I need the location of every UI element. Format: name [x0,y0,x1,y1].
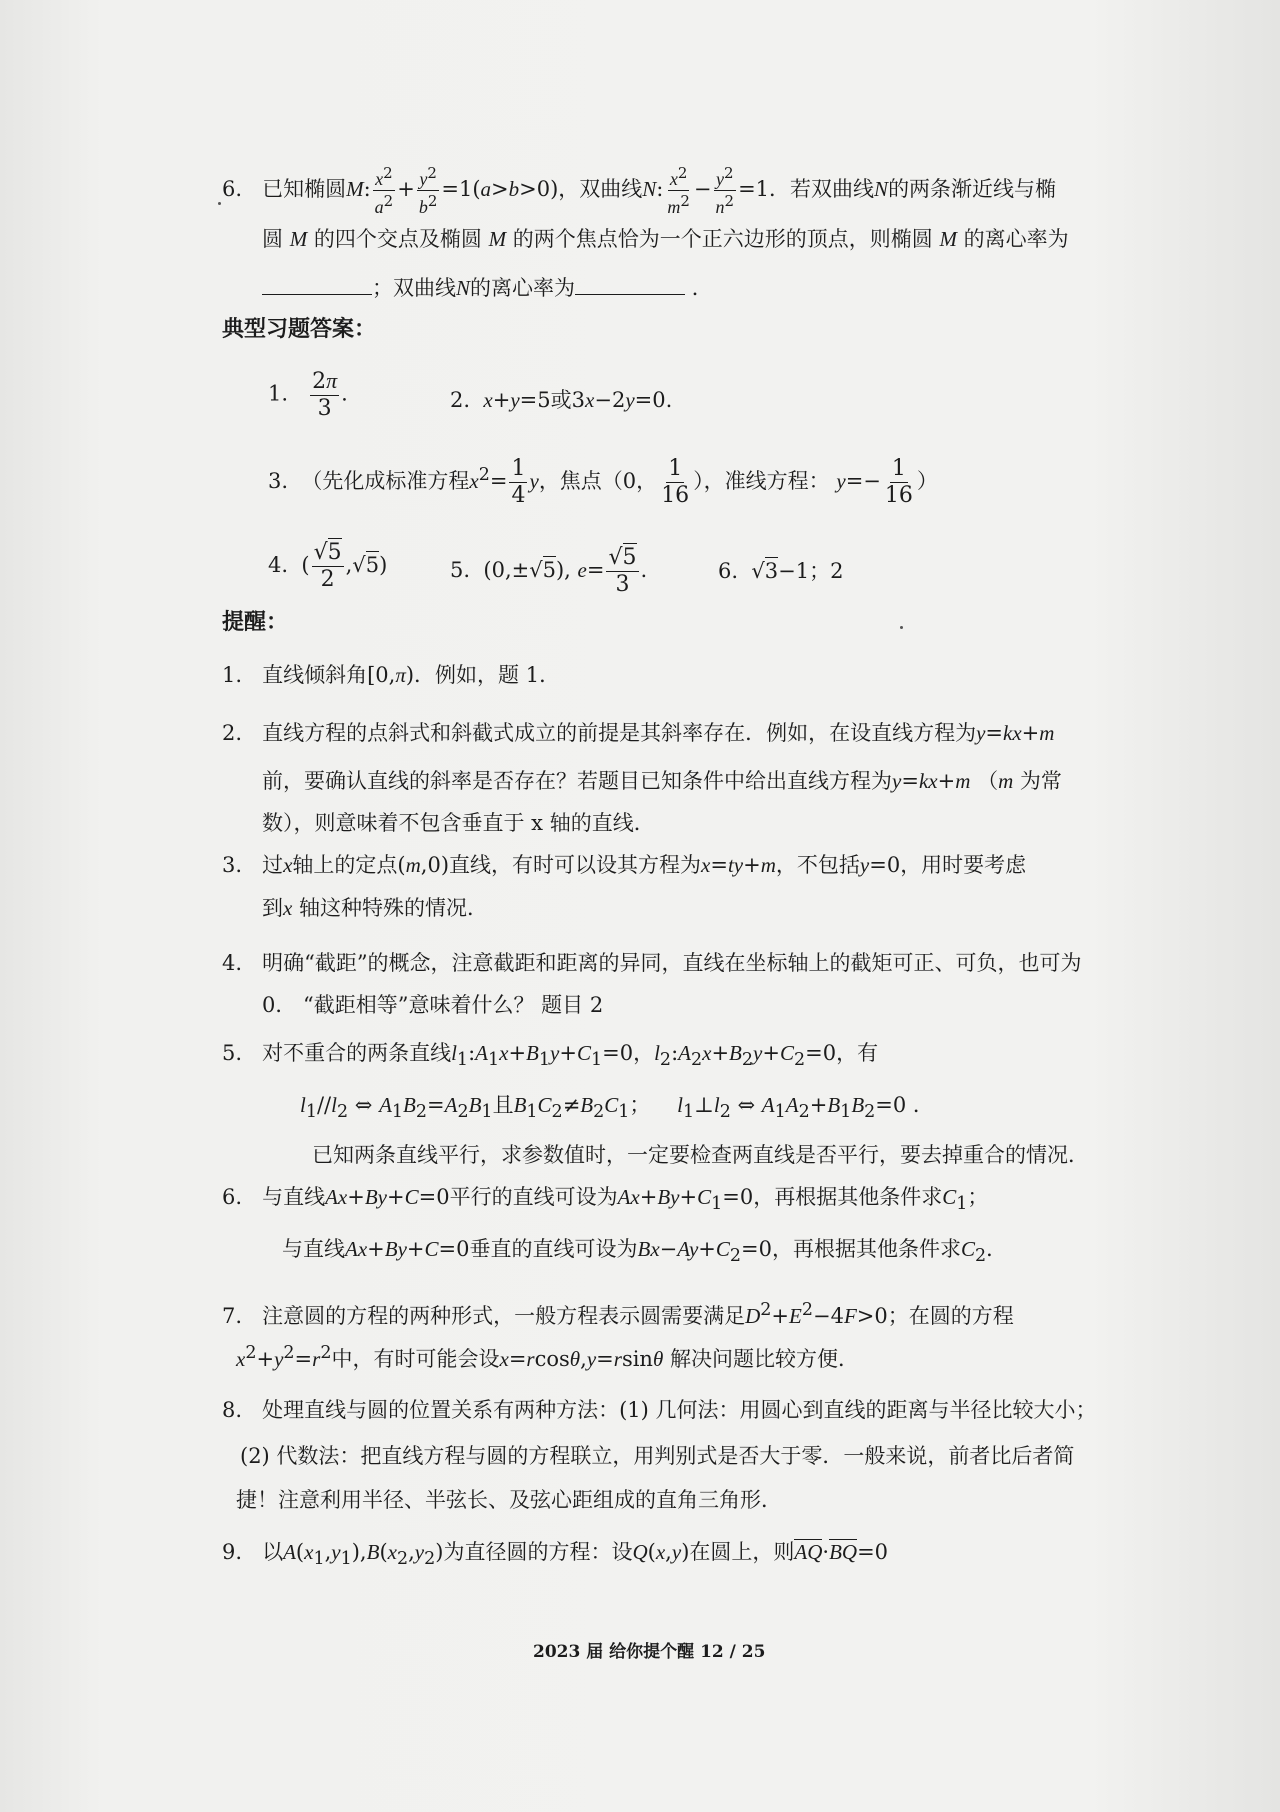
tip-6-line-2: 与直线Ax+By+C=0垂直的直线可设为$Bx-Ay+C_2=0$，再根据其他条件求$C_2$． [282,1237,1008,1267]
tip-2-line-3: 数），则意味着不包含垂直于 x 轴的直线． [262,811,655,835]
tip-7-line-1: 7. 注意圆的方程的两种形式，一般方程表示圆需要满足$D^2+E^2-4F>0$；在圆的方程 [222,1300,1014,1328]
answer-6: 6. √3−1；2 [718,559,844,583]
item-number: 6. [222,177,243,201]
problem-6-line-3: ；双曲线N的离心率为 ． [262,272,713,303]
answer-4: 4. ( $\frac{√5}{2}$ ,√5) [268,540,388,592]
answer-5: 5. (0,±√5), e= $\frac{√5}{3}$ . [450,545,648,597]
tip-3-line-2: 到x 轴这种特殊的情况． [262,896,489,920]
problem-6-line-1: 6. 已知椭圆M: $\frac{x^2}{a^2}$ + $\frac{y^2}{b^2}$ =1(a>b>0)，双曲线N: $\frac{x^2}{m^2}$ − $\frac{y^2}{n^2}$ =1．若双曲线N的两条渐近线与椭 [222,164,1057,217]
page-footer: 2023 届 给你提个醒 12 / 25 [533,1642,766,1662]
tip-8-line-1: 8. 处理直线与圆的位置关系有两种方法：(1) 几何法：用圆心到直线的距离与半径比较大小； [222,1398,1097,1422]
tip-9: 9. 以$A(x_1,y_1),B(x_2,y_2)$为直径圆的方程：设Q(x,y)在圆上，则AQ·BQ=0 [222,1540,889,1570]
tip-5-line-1: 5. 对不重合的两条直线$l_1:A_1x+B_1y+C_1=0$，$l_2:A_2x+B_2y+C_2=0$，有 [222,1041,879,1071]
tip-4-line-2: 0． “截距相等”意味着什么？ 题目 2 [262,993,604,1017]
answers-heading: 典型习题答案： [222,317,377,342]
tip-3-line-1: 3. 过x轴上的定点(m,0)直线，有时可以设其方程为x=ty+m，不包括y=0，用时要考虑 [222,853,1027,877]
tip-4-line-1: 4. 明确“截距”的概念，注意截距和距离的异同，直线在坐标轴上的截矩可正、可负，也可为 [222,951,1082,975]
tip-5-line-3: 已知两条直线平行，求参数值时，一定要检查两直线是否平行，要去掉重合的情况． [312,1143,1089,1167]
tip-6-line-1: 6. 与直线Ax+By+C=0平行的直线可设为$Ax+By+C_1=0$，再根据其他条件求$C_1$； [222,1185,989,1215]
tip-8-line-3: 捷！注意利用半径、半弦长、及弦心距组成的直角三角形． [236,1488,782,1512]
scan-speck [218,202,221,205]
tip-5-line-2: $l_1//l_2$ ⇔ $A_1B_2=A_2B_1$且$B_1C_2\ne B_2C_1$； $l_1\perp l_2$ ⇔ $A_1A_2+B_1B_2=0$ ． [300,1093,934,1123]
answer-3: 3. （先化成标准方程$x^2=$ $\frac{1}{4}$ y，焦点（0， $\frac{1}{16}$ ），准线方程： y=− $\frac{1}{16}$ ） [268,456,938,508]
tips-heading: 提醒： [222,610,289,635]
tip-8-line-2: (2) 代数法：把直线方程与圆的方程联立，用判别式是否大于零．一般来说，前者比后者简 [240,1444,1075,1468]
problem-6-line-2: 圆 M 的四个交点及椭圆 M 的两个焦点恰为一个正六边形的顶点，则椭圆 M 的离心率为 [262,227,1069,251]
tip-1: 1. 直线倾斜角[0,π)．例如，题 1． [222,663,561,687]
answer-2: 2. x+y=5或3x−2y=0. [450,388,673,412]
tip-2-line-2: 前，要确认直线的斜率是否存在？若题目已知条件中给出直线方程为y=kx+m （m 为常 [262,769,1062,793]
tip-7-line-2: $x^2+y^2=r^2$中，有时可能会设x=rcosθ,y=rsinθ 解决问题比较方便． [236,1343,859,1371]
tip-2-line-1: 2. 直线方程的点斜式和斜截式成立的前提是其斜率存在．例如，在设直线方程为y=kx+m [222,721,1055,745]
scan-speck [900,626,903,629]
answer-blank[interactable] [262,272,372,295]
answer-1: 1. $\frac{2\pi}{3}$ . [268,368,348,421]
answer-blank[interactable] [575,272,685,295]
